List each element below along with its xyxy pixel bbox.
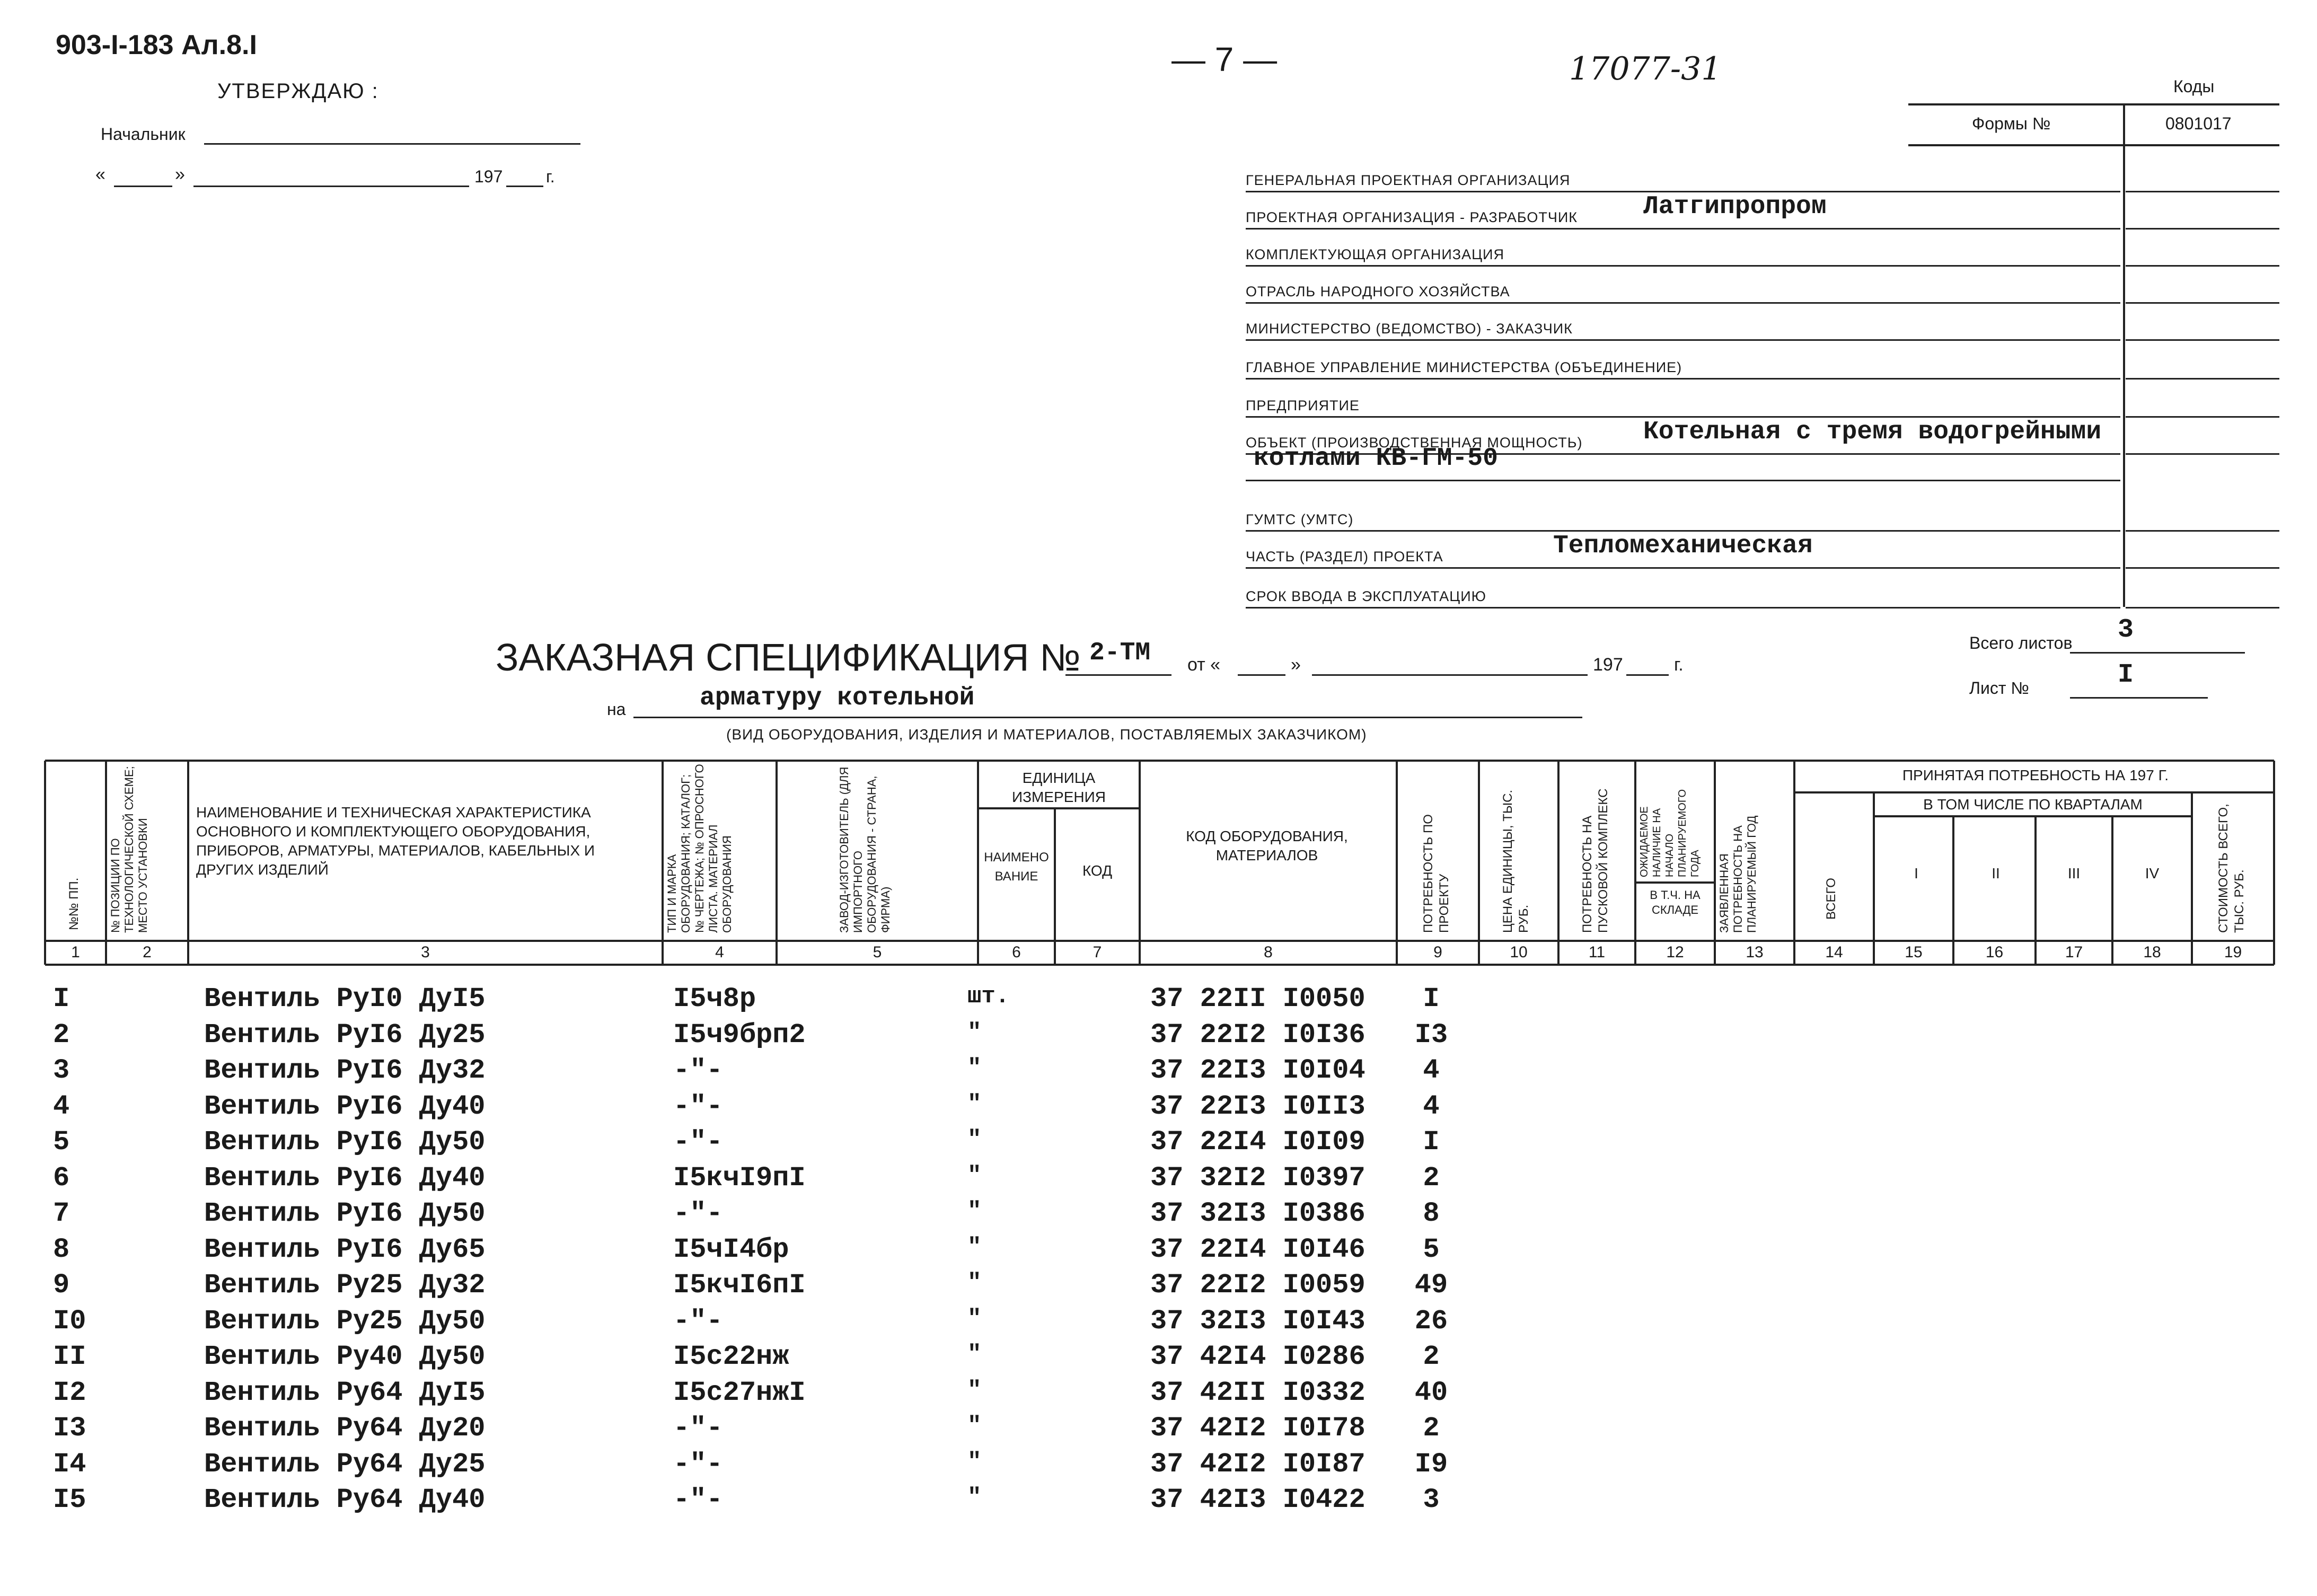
column-number: 2 xyxy=(143,944,152,961)
spec-from-close: » xyxy=(1291,655,1301,675)
row-unit: " xyxy=(967,1234,982,1260)
row-quantity: 2 xyxy=(1423,1162,1440,1194)
row-quantity: I9 xyxy=(1414,1449,1448,1480)
row-quantity: 49 xyxy=(1414,1269,1448,1301)
row-unit: " xyxy=(967,1019,982,1046)
row-unit: " xyxy=(967,1269,982,1296)
column-number: 15 xyxy=(1905,944,1923,961)
row-quantity: 26 xyxy=(1414,1306,1448,1337)
doc-code: 903-I-183 Ал.8.I xyxy=(56,30,257,60)
header-col10: ЦЕНА ЕДИНИЦЫ, ТЫС. РУБ. xyxy=(1501,789,1531,933)
column-number: 14 xyxy=(1825,944,1843,961)
row-code: 37 32I3 I0I43 xyxy=(1150,1306,1365,1337)
spec-subtitle: (ВИД ОБОРУДОВАНИЯ, ИЗДЕЛИЯ И МАТЕРИАЛОВ, ПОСТАВЛЯЕМЫХ ЗАКАЗЧИКОМ) xyxy=(726,726,1367,743)
row-type: I5с22нж xyxy=(673,1341,789,1372)
row-unit: " xyxy=(967,1126,982,1153)
row-unit: " xyxy=(967,1091,982,1117)
row-type: -"- xyxy=(673,1413,723,1444)
column-number: 13 xyxy=(1746,944,1764,961)
row-unit: шт. xyxy=(967,983,1010,1010)
row-code: 37 22I3 I0II3 xyxy=(1150,1091,1365,1122)
row-quantity: 4 xyxy=(1423,1055,1440,1086)
org-field-label: КОМПЛЕКТУЮЩАЯ ОРГАНИЗАЦИЯ xyxy=(1246,246,1504,262)
approve-year-prefix: 197 xyxy=(474,167,503,186)
approve-date-close: » xyxy=(175,164,185,184)
sheet-value: I xyxy=(2118,660,2134,690)
row-quantity: 2 xyxy=(1423,1413,1440,1444)
approve-title: УТВЕРЖДАЮ : xyxy=(217,80,379,103)
row-number: I xyxy=(53,983,70,1015)
form-value: 0801017 xyxy=(2165,114,2232,133)
row-quantity: 8 xyxy=(1423,1198,1440,1229)
spec-from-label: от « xyxy=(1187,655,1221,675)
row-type: -"- xyxy=(673,1091,723,1122)
row-number: 9 xyxy=(53,1269,70,1301)
row-number: II xyxy=(53,1341,86,1372)
column-number: 17 xyxy=(2065,944,2083,961)
org-field-label: ГЕНЕРАЛЬНАЯ ПРОЕКТНАЯ ОРГАНИЗАЦИЯ xyxy=(1246,172,1571,188)
row-type: -"- xyxy=(673,1484,723,1515)
row-unit: " xyxy=(967,1484,982,1511)
org-field-label: ОТРАСЛЬ НАРОДНОГО ХОЗЯЙСТВА xyxy=(1246,284,1510,299)
header-unit: ЕДИНИЦА ИЗМЕРЕНИЯ xyxy=(1012,770,1106,805)
row-code: 37 42II I0332 xyxy=(1150,1377,1365,1408)
spec-on-label: на xyxy=(607,700,626,719)
header-col3: НАИМЕНОВАНИЕ И ТЕХНИЧЕСКАЯ ХАРАКТЕРИСТИКА ОСНОВНОГО И КОМПЛЕКТУЮЩЕГО ОБОРУДОВАНИЯ, ПРИБОРОВ, АРМАТУРЫ, МАТЕРИАЛОВ, КАБЕЛЬНЫХ И ДРУГИХ ИЗДЕЛИЙ xyxy=(196,804,595,878)
org-field-label: ГУМТС (УМТС) xyxy=(1246,512,1354,527)
column-number: 1 xyxy=(71,944,80,961)
row-name: Вентиль РуI6 Ду40 xyxy=(204,1091,486,1122)
row-type: -"- xyxy=(673,1306,723,1337)
row-type: I5кчI9пI xyxy=(673,1162,806,1194)
row-number: I2 xyxy=(53,1377,86,1408)
row-name: Вентиль Ру64 Ду40 xyxy=(204,1484,486,1515)
org-field-value: Тепломеханическая xyxy=(1553,532,1813,560)
header-q3: III xyxy=(2067,865,2081,881)
spec-number: 2-ТМ xyxy=(1089,639,1151,667)
total-sheets-value: 3 xyxy=(2118,615,2134,645)
header-q1: I xyxy=(1914,865,1918,881)
archive-number: 17077-31 xyxy=(1569,50,1722,87)
page-number: — 7 — xyxy=(1171,40,1278,78)
row-type: I5ч9брп2 xyxy=(673,1019,806,1051)
total-sheets-label: Всего листов xyxy=(1969,633,2073,652)
header-accepted: ПРИНЯТАЯ ПОТРЕБНОСТЬ НА 197 Г. xyxy=(1902,767,2169,783)
column-number: 19 xyxy=(2224,944,2242,961)
row-number: I5 xyxy=(53,1484,86,1515)
org-field-value: котлами КВ-ГМ-50 xyxy=(1254,444,1498,473)
row-type: I5с27нжI xyxy=(673,1377,806,1408)
header-col8: КОД ОБОРУДОВАНИЯ, МАТЕРИАЛОВ xyxy=(1186,828,1348,863)
header-q2: II xyxy=(1992,865,2000,881)
row-name: Вентиль РуI6 Ду50 xyxy=(204,1198,486,1229)
row-quantity: I xyxy=(1423,1126,1440,1158)
header-col13: ЗАЯВЛЕННАЯ ПОТРЕБНОСТЬ НА ПЛАНИРУЕМЫЙ ГОД xyxy=(1717,815,1758,933)
org-field-value: Котельная с тремя водогрейными xyxy=(1643,418,2102,446)
row-type: -"- xyxy=(673,1449,723,1480)
header-col19: СТОИМОСТЬ ВСЕГО, ТЫС. РУБ. xyxy=(2216,804,2246,933)
org-field-label: СРОК ВВОДА В ЭКСПЛУАТАЦИЮ xyxy=(1246,588,1486,604)
column-number: 8 xyxy=(1264,944,1273,961)
row-name: Вентиль Ру64 Ду20 xyxy=(204,1413,486,1444)
row-number: I3 xyxy=(53,1413,86,1444)
org-field-label: ПРОЕКТНАЯ ОРГАНИЗАЦИЯ - РАЗРАБОТЧИК xyxy=(1246,209,1578,225)
codes-header: Коды xyxy=(2173,77,2215,96)
row-number: 4 xyxy=(53,1091,70,1122)
row-unit: " xyxy=(967,1341,982,1368)
row-name: Вентиль Ру25 Ду32 xyxy=(204,1269,486,1301)
row-name: Вентиль Ру25 Ду50 xyxy=(204,1306,486,1337)
row-name: Вентиль РуI6 Ду50 xyxy=(204,1126,486,1158)
column-number: 4 xyxy=(715,944,724,961)
header-col1: №№ ПП. xyxy=(67,877,81,930)
spec-title: ЗАКАЗНАЯ СПЕЦИФИКАЦИЯ № xyxy=(496,637,1081,679)
column-number: 16 xyxy=(1985,944,2004,961)
row-name: Вентиль РуI6 Ду32 xyxy=(204,1055,486,1086)
sheet-label: Лист № xyxy=(1969,678,2029,698)
row-code: 37 22I4 I0I46 xyxy=(1150,1234,1365,1265)
row-quantity: 5 xyxy=(1423,1234,1440,1265)
org-field-label: ЧАСТЬ (РАЗДЕЛ) ПРОЕКТА xyxy=(1246,549,1443,565)
row-number: 7 xyxy=(53,1198,70,1229)
row-type: I5чI4бр xyxy=(673,1234,789,1265)
approve-date-open: « xyxy=(95,164,105,184)
row-name: Вентиль РуI6 Ду40 xyxy=(204,1162,486,1194)
row-code: 37 42I2 I0I87 xyxy=(1150,1449,1365,1480)
row-code: 37 32I3 I0386 xyxy=(1150,1198,1365,1229)
row-type: I5кчI6пI xyxy=(673,1269,806,1301)
row-number: 3 xyxy=(53,1055,70,1086)
org-field-label: МИНИСТЕРСТВО (ВЕДОМСТВО) - ЗАКАЗЧИК xyxy=(1246,321,1573,337)
column-number: 3 xyxy=(421,944,430,961)
org-field-label: ГЛАВНОЕ УПРАВЛЕНИЕ МИНИСТЕРСТВА (ОБЪЕДИНЕНИЕ) xyxy=(1246,359,1682,375)
row-quantity: I xyxy=(1423,983,1440,1015)
row-quantity: 2 xyxy=(1423,1341,1440,1372)
header-col12a: ОЖИДАЕМОЕ НАЛИЧИЕ НА НАЧАЛО ПЛАНИРУЕМОГО ГОДА xyxy=(1638,789,1701,877)
row-unit: " xyxy=(967,1198,982,1224)
row-name: Вентиль РуI6 Ду25 xyxy=(204,1019,486,1051)
row-name: Вентиль Ру64 ДуI5 xyxy=(204,1377,486,1408)
header-quarters: В ТОМ ЧИСЛЕ ПО КВАРТАЛАМ xyxy=(1923,796,2143,813)
column-number: 11 xyxy=(1588,944,1606,961)
org-field-label: ПРЕДПРИЯТИЕ xyxy=(1246,398,1360,413)
column-number: 7 xyxy=(1093,944,1102,961)
row-name: Вентиль РуI6 Ду65 xyxy=(204,1234,486,1265)
row-type: -"- xyxy=(673,1198,723,1229)
header-col5: ЗАВОД-ИЗГОТОВИТЕЛЬ (ДЛЯ ИМПОРТНОГО ОБОРУДОВАНИЯ - СТРАНА, ФИРМА) xyxy=(838,766,892,933)
row-quantity: 40 xyxy=(1414,1377,1448,1408)
row-type: I5ч8р xyxy=(673,983,756,1015)
form-label: Формы № xyxy=(1972,114,2051,133)
spec-on-value: арматуру котельной xyxy=(700,684,975,712)
row-code: 37 22II I0050 xyxy=(1150,983,1365,1015)
header-col14: ВСЕГО xyxy=(1824,878,1838,920)
header-col4: ТИП И МАРКА ОБОРУДОВАНИЯ; КАТАЛОГ; № ЧЕРТЕЖА; № ОПРОСНОГО ЛИСТА. МАТЕРИАЛ ОБОРУДОВАНИЯ xyxy=(665,764,734,933)
row-code: 37 22I3 I0I04 xyxy=(1150,1055,1365,1086)
row-code: 37 42I3 I0422 xyxy=(1150,1484,1365,1515)
row-unit: " xyxy=(967,1413,982,1439)
header-col11: ПОТРЕБНОСТЬ НА ПУСКОВОЙ КОМПЛЕКС xyxy=(1580,788,1610,933)
row-number: 2 xyxy=(53,1019,70,1051)
org-field-label: ОБЪЕКТ (ПРОИЗВОДСТВЕННАЯ МОЩНОСТЬ) xyxy=(1246,435,1583,451)
header-q4: IV xyxy=(2145,865,2160,881)
column-number: 5 xyxy=(873,944,882,961)
header-col7: КОД xyxy=(1082,862,1113,879)
header-col6: НАИМЕНОВАНИЕ xyxy=(984,850,1049,884)
column-number: 10 xyxy=(1510,944,1528,961)
row-number: I4 xyxy=(53,1449,86,1480)
row-code: 37 22I4 I0I09 xyxy=(1150,1126,1365,1158)
header-col2: № ПОЗИЦИИ ПО ТЕХНОЛОГИЧЕСКОЙ СХЕМЕ; МЕСТО УСТАНОВКИ xyxy=(109,766,149,933)
column-number: 9 xyxy=(1433,944,1442,961)
row-quantity: 3 xyxy=(1423,1484,1440,1515)
chief-label: Начальник xyxy=(101,125,186,144)
row-code: 37 42I4 I0286 xyxy=(1150,1341,1365,1372)
row-unit: " xyxy=(967,1449,982,1475)
header-col9: ПОТРЕБНОСТЬ ПО ПРОЕКТУ xyxy=(1421,814,1451,933)
row-name: Вентиль Ру64 Ду25 xyxy=(204,1449,486,1480)
row-name: Вентиль РуI0 ДуI5 xyxy=(204,983,486,1015)
header-col12b: В Т.Ч. НА СКЛАДЕ xyxy=(1650,888,1701,916)
row-name: Вентиль Ру40 Ду50 xyxy=(204,1341,486,1372)
approve-year-suffix: г. xyxy=(546,167,555,186)
row-unit: " xyxy=(967,1306,982,1332)
spec-year-prefix: 197 xyxy=(1593,655,1623,675)
row-unit: " xyxy=(967,1377,982,1404)
row-type: -"- xyxy=(673,1126,723,1158)
column-number: 12 xyxy=(1666,944,1684,961)
org-field-value: Латгипропром xyxy=(1643,192,1827,221)
row-type: -"- xyxy=(673,1055,723,1086)
row-number: I0 xyxy=(53,1306,86,1337)
column-number: 6 xyxy=(1012,944,1021,961)
spec-year-suffix: г. xyxy=(1674,655,1684,675)
column-number: 18 xyxy=(2143,944,2161,961)
row-code: 37 22I2 I0I36 xyxy=(1150,1019,1365,1051)
row-unit: " xyxy=(967,1162,982,1189)
row-number: 5 xyxy=(53,1126,70,1158)
row-number: 8 xyxy=(53,1234,70,1265)
row-number: 6 xyxy=(53,1162,70,1194)
row-code: 37 32I2 I0397 xyxy=(1150,1162,1365,1194)
row-quantity: 4 xyxy=(1423,1091,1440,1122)
row-unit: " xyxy=(967,1055,982,1081)
row-code: 37 42I2 I0I78 xyxy=(1150,1413,1365,1444)
row-code: 37 22I2 I0059 xyxy=(1150,1269,1365,1301)
row-quantity: I3 xyxy=(1414,1019,1448,1051)
